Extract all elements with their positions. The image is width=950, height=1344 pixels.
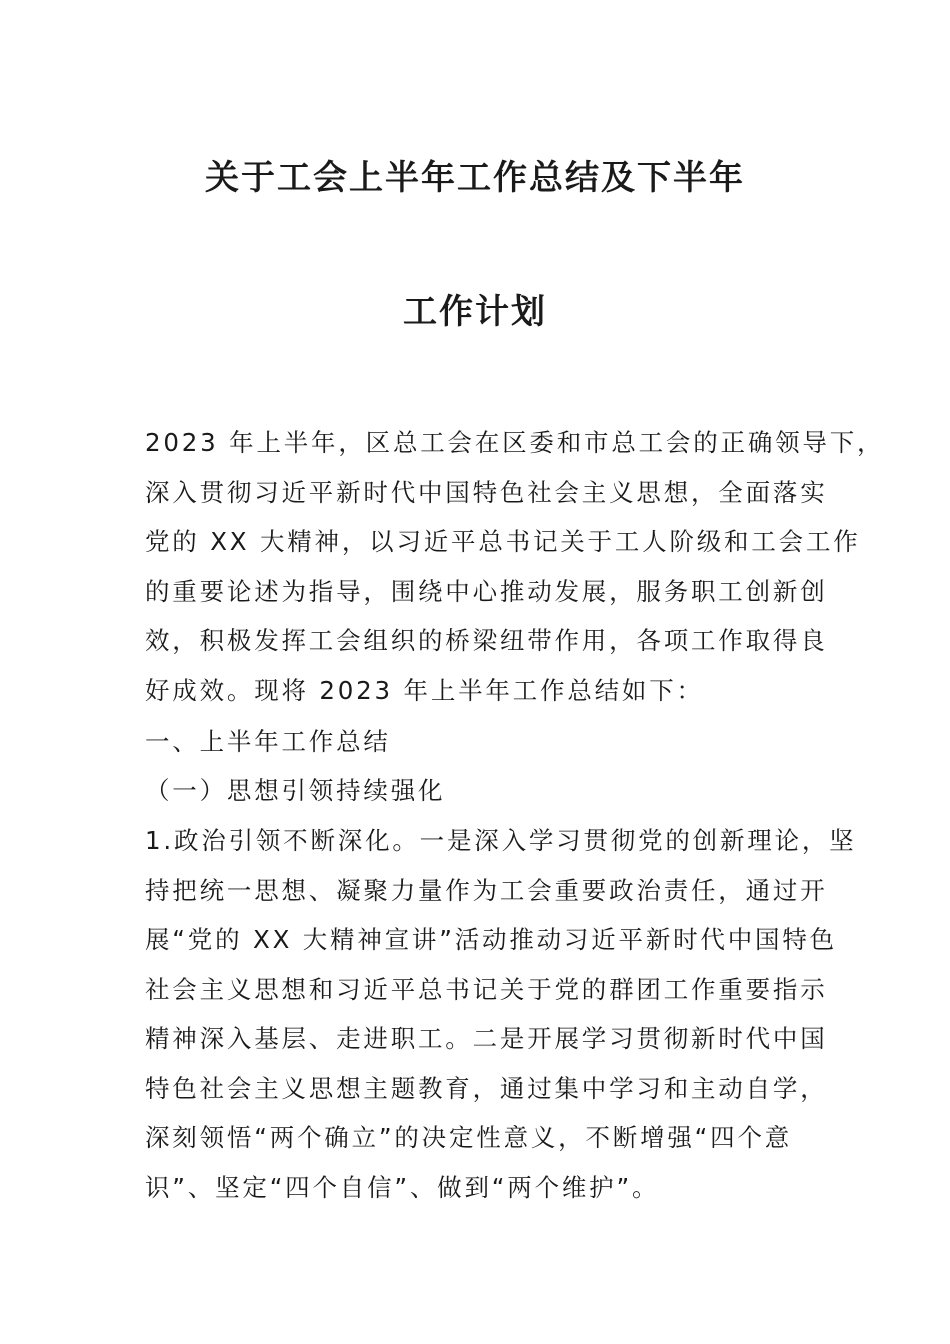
intro-line: 深入贯彻习近平新时代中国特色社会主义思想，全面落实 — [145, 477, 828, 507]
subsection-heading-1 — [145, 766, 810, 816]
intro-line: 2023 年上半年，区总工会在区委和市总工会的正确领导下， — [145, 428, 885, 457]
document-title-line-1: 关于工会上半年工作总结及下半年 — [205, 158, 745, 198]
section-heading-text: 一、上半年工作总结 — [145, 727, 391, 756]
section-line: 1.政治引领不断深化。一是深入学习贯彻党的创新理论，坚 — [145, 826, 857, 855]
intro-line: 好成效。现将 2023 年上半年工作总结如下： — [145, 675, 704, 705]
section-line: 特色社会主义思想主题教育，通过集中学习和主动自学， — [145, 1073, 828, 1103]
section-line: 精神深入基层、走进职工。二是开展学习贯彻新时代中国 — [145, 1024, 828, 1053]
section-heading-1 — [145, 717, 810, 767]
section-line: 识”、坚定“四个自信”、做到“两个维护”。 — [145, 1172, 660, 1202]
intro-line: 党的 XX 大精神，以习近平总书记关于工人阶级和工会工作 — [145, 527, 861, 556]
section-paragraph-1 — [145, 816, 857, 1212]
section-line: 社会主义思想和习近平总书记关于党的群团工作重要指示 — [145, 974, 828, 1004]
intro-line: 效，积极发挥工会组织的桥梁纽带作用，各项工作取得良 — [145, 626, 828, 655]
intro-paragraph — [145, 418, 885, 715]
section-line: 持把统一思想、凝聚力量作为工会重要政治责任，通过开 — [145, 875, 828, 905]
document-title-line-2: 工作计划 — [403, 292, 547, 332]
intro-line: 的重要论述为指导，围绕中心推动发展，服务职工创新创 — [145, 576, 828, 606]
section-line: 展“党的 XX 大精神宣讲”活动推动习近平新时代中国特色 — [145, 925, 837, 954]
subsection-heading-text: （一）思想引领持续强化 — [145, 776, 446, 805]
section-line: 深刻领悟“两个确立”的决定性意义，不断增强“四个意 — [145, 1123, 793, 1152]
